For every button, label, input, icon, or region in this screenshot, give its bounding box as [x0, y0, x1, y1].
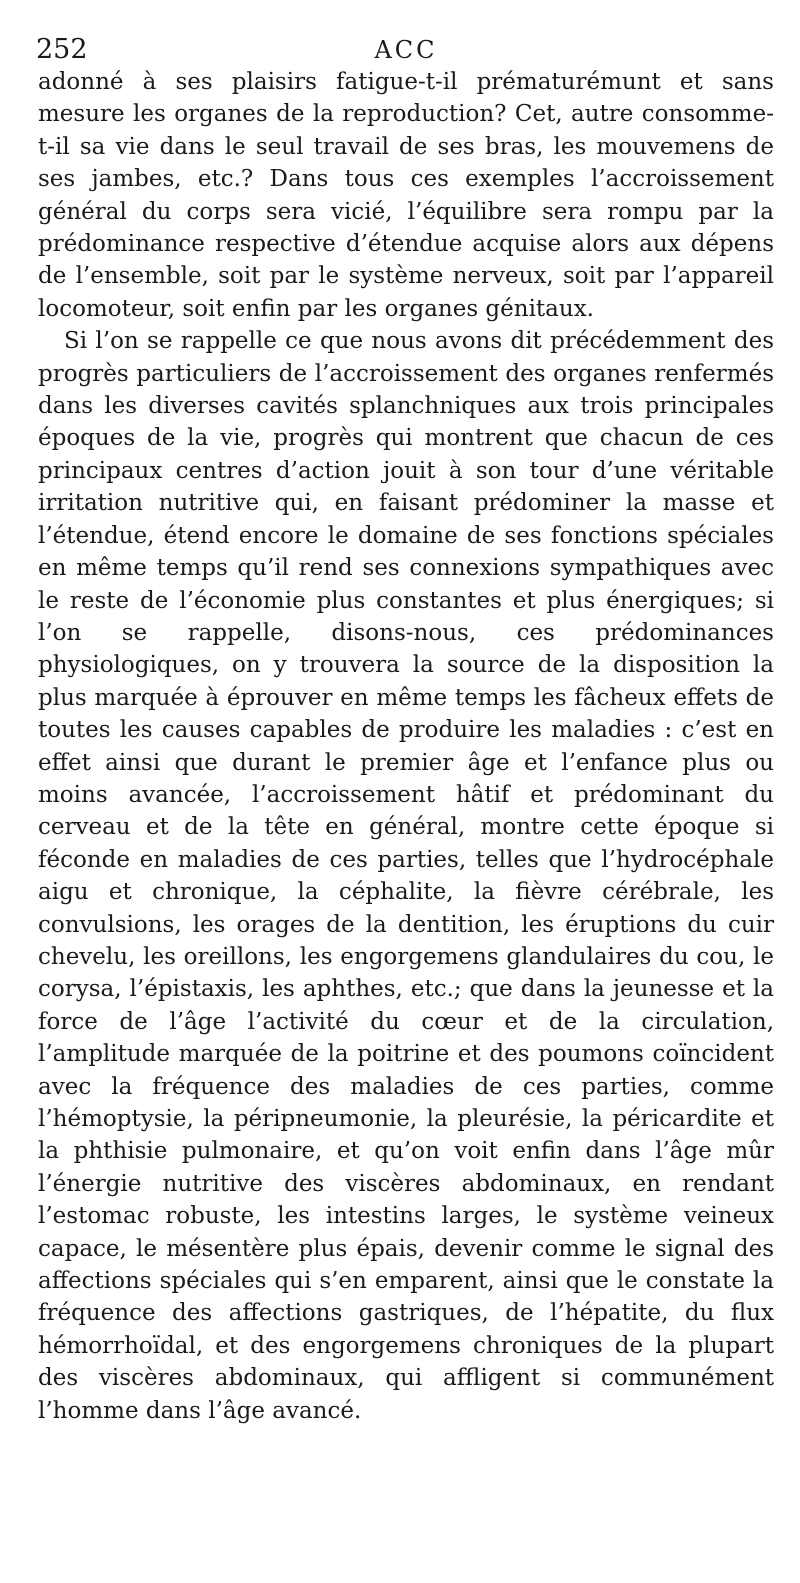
paragraph-1: adonné à ses plaisirs fatigue-t-il prématurémunt et sans mesure les organes de la reproduction? Cet, autre consomme-t-il sa vie dans le seul travail de ses bras, les mouvemens de ses jambes, etc.? Dans tous ces exemples l’accroissement général du corps sera vicié, l’équilibre sera rompu par la prédominance respective d’étendue acquise alors aux dépens de l’ensemble, soit par le système nerveux, soit par l’appareil locomoteur, soit enfin par les organes génitaux. — [38, 69, 774, 322]
paragraph-2: Si l’on se rappelle ce que nous avons dit précédemment des progrès particuliers de l’accroissement des organes renfermés dans les diverses cavités splanchniques aux trois principales époques de la vie, progrès qui montrent que chacun de ces principaux centres d’action jouit à son tour d’une véritable irritation nutritive qui, en faisant prédominer la masse et l’étendue, étend encore le domaine de ses fonctions spéciales en même temps qu’il rend ses connexions sympathiques avec le reste de l’économie plus constantes et plus énergiques; si l’on se rappelle, disons-nous, ces prédominances physiologiques, on y trouvera la source de la disposition la plus marquée à éprouver en même temps les fâcheux effets de toutes les causes capables de produire les maladies : c’est en effet ainsi que durant le premier âge et l’enfance plus ou moins avancée, l’accroissement hâtif et prédominant du cerveau et de la tête en général, montre cette époque si féconde en maladies de ces parties, telles que l’hydrocéphale aigu et chronique, la céphalite, la fièvre cérébrale, les convulsions, les orages de la dentition, les éruptions du cuir chevelu, les oreillons, les engorgemens glandulaires du cou, le corysa, l’épistaxis, les aphthes, etc.; que dans la jeunesse et la force de l’âge l’activité du cœur et de la circulation, l’amplitude marquée de la poitrine et des poumons coïncident avec la fréquence des maladies de ces parties, comme l’hémoptysie, la péripneumonie, la pleurésie, la péricardite et la phthisie pulmonaire, et qu’on voit enfin dans l’âge mûr l’énergie nutritive des viscères abdominaux, en rendant l’estomac robuste, les intestins larges, le système veineux capace, le mésentère plus épais, devenir comme le signal des affections spéciales qui s’en emparent, ainsi que le constate la fréquence des affections gastriques, de l’hépatite, du flux hémorrhoïdal, et des engorgemens chroniques de la plupart des viscères abdominaux, qui affligent si communément l’homme dans l’âge avancé. — [38, 328, 774, 1424]
running-head: ACC — [374, 36, 438, 64]
page-number: 252 — [36, 34, 88, 65]
page-body — [38, 66, 774, 1427]
page-header — [36, 30, 776, 70]
